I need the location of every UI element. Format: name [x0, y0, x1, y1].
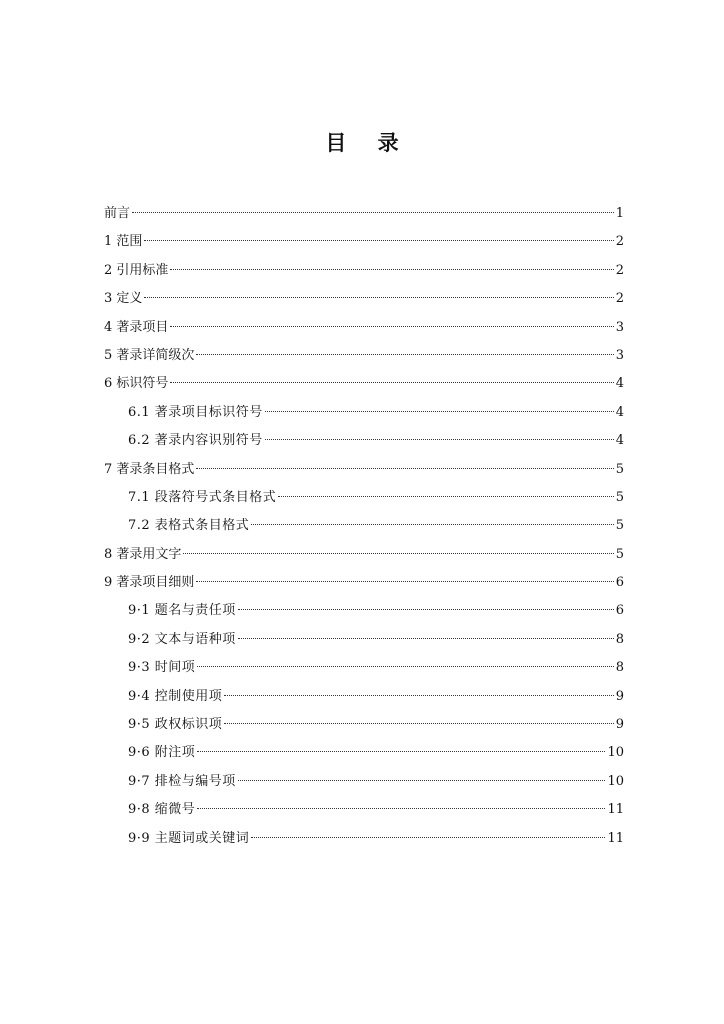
toc-entry[interactable]	[104, 741, 624, 769]
toc-entry[interactable]	[104, 656, 624, 684]
toc-leader-dots	[238, 638, 614, 639]
toc-entry[interactable]	[104, 514, 624, 542]
toc-entry[interactable]	[104, 543, 624, 571]
toc-entry[interactable]	[104, 458, 624, 486]
toc-entry-label: 9·3 时间项	[128, 660, 196, 676]
toc-entry[interactable]	[104, 202, 624, 230]
toc-leader-dots	[224, 695, 613, 696]
toc-entry-label: 5 著录详简级次	[104, 347, 195, 363]
toc-entry-label: 9·2 文本与语种项	[128, 631, 236, 647]
toc-entry-label: 4 著录项目	[104, 319, 169, 335]
toc-leader-dots	[170, 382, 613, 383]
toc-page-number: 5	[615, 489, 624, 505]
toc-entry[interactable]	[104, 316, 624, 344]
toc-entry-label: 前言	[104, 206, 131, 221]
toc-leader-dots	[197, 666, 613, 667]
toc-page-number: 2	[615, 234, 624, 250]
toc-entry[interactable]	[104, 372, 624, 400]
toc-leader-dots	[170, 269, 613, 270]
toc-entry[interactable]	[104, 685, 624, 713]
toc-entry-label: 7 著录条目格式	[104, 461, 195, 477]
toc-leader-dots	[238, 609, 614, 610]
toc-leader-dots	[196, 468, 613, 469]
toc-entry[interactable]	[104, 770, 624, 798]
toc-page-number: 4	[615, 404, 624, 420]
toc-leader-dots	[132, 212, 614, 213]
toc-entry[interactable]	[104, 401, 624, 429]
toc-entry[interactable]	[104, 798, 624, 826]
toc-page-number: 3	[615, 347, 624, 363]
toc-leader-dots	[238, 780, 606, 781]
toc-entry-label: 9·9 主题词或关键词	[128, 830, 250, 846]
toc-entry-label: 6.2 著录内容识别符号	[128, 433, 263, 449]
toc-page-number: 1	[615, 206, 624, 221]
toc-page-number: 9	[615, 688, 624, 704]
toc-entry-label: 9·7 排检与编号项	[128, 773, 236, 789]
toc-leader-dots	[170, 326, 613, 327]
toc-entry[interactable]	[104, 230, 624, 258]
toc-entry-label: 6 标识符号	[104, 376, 169, 392]
toc-page-number: 3	[615, 319, 624, 335]
toc-leader-dots	[224, 723, 613, 724]
toc-entry-label: 9·5 政权标识项	[128, 717, 223, 733]
toc-entry[interactable]	[104, 571, 624, 599]
toc-entry[interactable]	[104, 713, 624, 741]
toc-entry[interactable]	[104, 599, 624, 627]
toc-leader-dots	[144, 240, 613, 241]
toc-page-number: 8	[615, 660, 624, 676]
page-title: 目 录	[325, 130, 411, 155]
toc-page-number: 5	[615, 461, 624, 477]
toc-leader-dots	[144, 297, 613, 298]
toc-page-number: 11	[607, 802, 624, 818]
toc-page-number: 2	[615, 291, 624, 307]
toc-leader-dots	[183, 553, 613, 554]
toc-entry[interactable]	[104, 827, 624, 855]
toc-entry-label: 9·6 附注项	[128, 745, 196, 761]
toc-entry[interactable]	[104, 344, 624, 372]
toc-page-number: 8	[615, 631, 624, 647]
toc-entry-label: 9·8 缩微号	[128, 802, 196, 818]
toc-entry[interactable]	[104, 628, 624, 656]
toc-page-number: 5	[615, 546, 624, 562]
toc-leader-dots	[197, 808, 605, 809]
toc-entry-label: 9 著录项目细则	[104, 575, 195, 591]
toc-entry-label: 1 范围	[104, 234, 143, 250]
toc-entry-label: 9·4 控制使用项	[128, 688, 223, 704]
toc-entry-label: 9·1 题名与责任项	[128, 603, 236, 619]
toc-entry-label: 7.2 表格式条目格式	[128, 518, 250, 534]
toc-leader-dots	[278, 496, 613, 497]
toc-page-number: 10	[607, 745, 624, 761]
toc-page-number: 6	[615, 603, 624, 619]
toc-leader-dots	[265, 411, 614, 412]
toc-leader-dots	[196, 354, 613, 355]
toc-entry[interactable]	[104, 429, 624, 457]
table-of-contents	[104, 202, 624, 855]
toc-leader-dots	[197, 751, 605, 752]
toc-entry-label: 8 著录用文字	[104, 546, 182, 562]
toc-page-number: 2	[615, 262, 624, 278]
toc-page-number: 11	[607, 830, 624, 846]
toc-entry[interactable]	[104, 486, 624, 514]
toc-page-number: 4	[615, 433, 624, 449]
toc-leader-dots	[251, 837, 605, 838]
toc-entry-label: 6.1 著录项目标识符号	[128, 404, 263, 420]
toc-leader-dots	[265, 439, 614, 440]
toc-entry-label: 7.1 段落符号式条目格式	[128, 489, 277, 505]
toc-leader-dots	[251, 524, 613, 525]
toc-entry-label: 3 定义	[104, 291, 143, 307]
toc-page-number: 10	[607, 773, 624, 789]
toc-page-number: 9	[615, 717, 624, 733]
toc-page-number: 5	[615, 518, 624, 534]
toc-entry-label: 2 引用标准	[104, 262, 169, 278]
toc-entry[interactable]	[104, 287, 624, 315]
toc-leader-dots	[196, 581, 613, 582]
toc-page-number: 6	[615, 575, 624, 591]
toc-entry[interactable]	[104, 259, 624, 287]
toc-page-number: 4	[615, 376, 624, 392]
